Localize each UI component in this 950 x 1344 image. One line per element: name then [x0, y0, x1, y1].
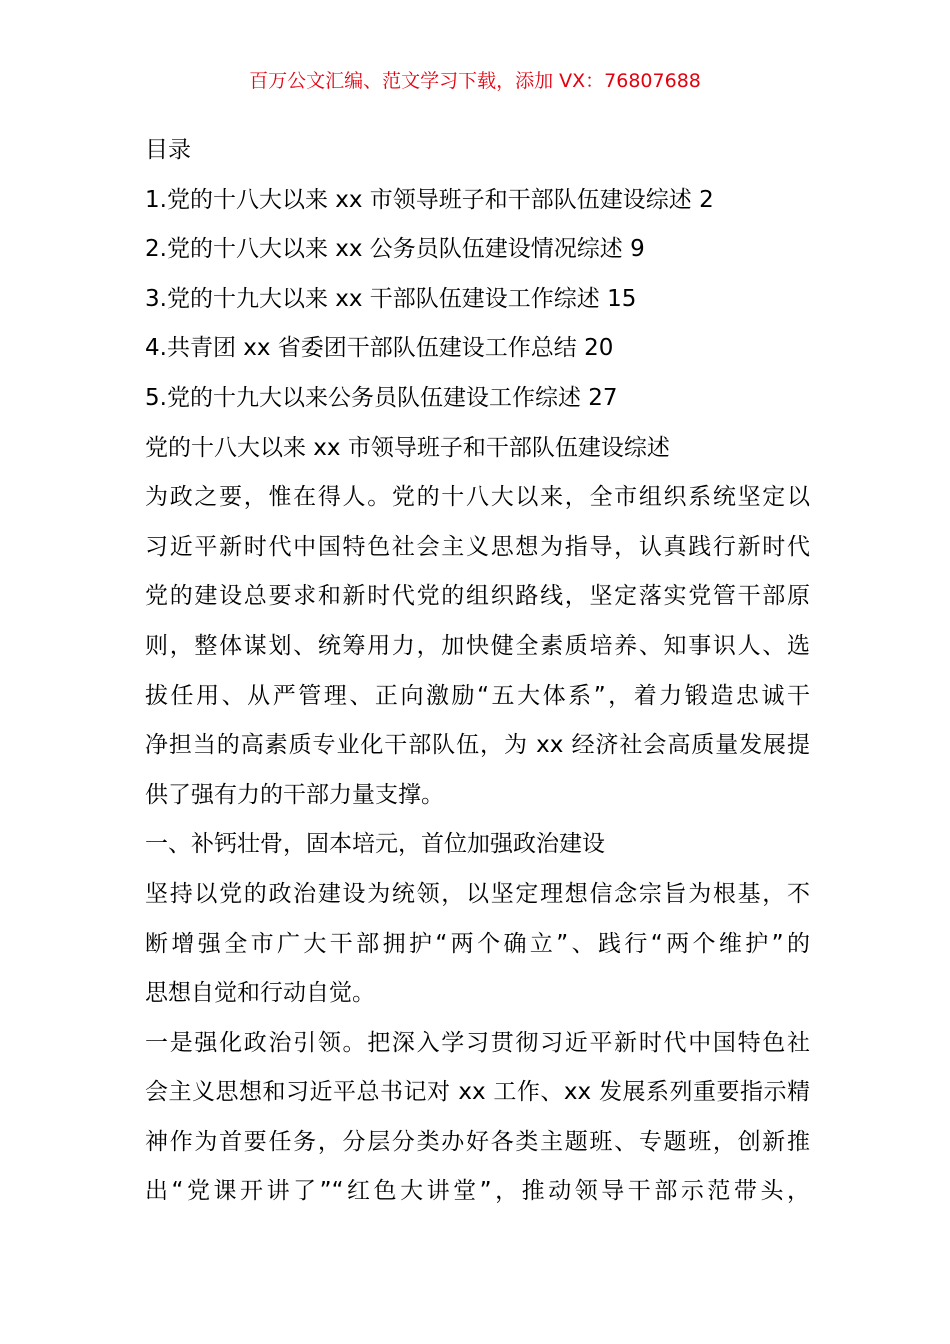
paragraph-line: 出“党课开讲了”“红色大讲堂”，推动领导干部示范带头，	[145, 1178, 810, 1205]
paragraph-line: 党的建设总要求和新时代党的组织路线，坚定落实党管干部原	[145, 583, 810, 610]
toc-item[interactable]: 3.党的十九大以来 xx 干部队伍建设工作综述 15	[145, 285, 637, 312]
toc-item[interactable]: 5.党的十九大以来公务员队伍建设工作综述 27	[145, 384, 618, 411]
paragraph-line: 则，整体谋划、统筹用力，加快健全素质培养、知事识人、选	[145, 632, 810, 659]
section-heading: 一、补钙壮骨，固本培元，首位加强政治建设	[145, 831, 605, 858]
paragraph-line: 会主义思想和习近平总书记对 xx 工作、xx 发展系列重要指示精	[145, 1079, 810, 1106]
point-paragraph	[145, 1019, 810, 1217]
paragraph-line: 坚持以党的政治建设为统领，以坚定理想信念宗旨为根基，不	[145, 880, 810, 907]
paragraph-line: 思想自觉和行动自觉。	[145, 980, 375, 1007]
paragraph-line: 习近平新时代中国特色社会主义思想为指导，认真践行新时代	[145, 533, 810, 560]
toc-item[interactable]: 2.党的十八大以来 xx 公务员队伍建设情况综述 9	[145, 236, 645, 263]
article-title: 党的十八大以来 xx 市领导班子和干部队伍建设综述	[145, 434, 670, 461]
toc-item[interactable]: 4.共青团 xx 省委团干部队伍建设工作总结 20	[145, 335, 614, 362]
document-body	[145, 126, 810, 1217]
toc-item[interactable]: 1.党的十八大以来 xx 市领导班子和干部队伍建设综述 2	[145, 186, 714, 213]
paragraph-line: 断增强全市广大干部拥护“两个确立”、践行“两个维护”的	[145, 930, 810, 957]
toc-title: 目录	[145, 137, 191, 163]
paragraph-line: 神作为首要任务，分层分类办好各类主题班、专题班，创新推	[145, 1128, 810, 1155]
watermark-header: 百万公文汇编、范文学习下载，添加 VX：76807688	[249, 70, 701, 92]
paragraph-line: 净担当的高素质专业化干部队伍，为 xx 经济社会高质量发展提	[145, 732, 810, 759]
paragraph-line: 一是强化政治引领。把深入学习贯彻习近平新时代中国特色社	[145, 1029, 810, 1056]
intro-paragraph	[145, 473, 810, 820]
paragraph-line: 供了强有力的干部力量支撑。	[145, 781, 444, 808]
paragraph-line: 为政之要，惟在得人。党的十八大以来，全市组织系统坚定以	[145, 484, 810, 511]
paragraph-line: 拔任用、从严管理、正向激励“五大体系”，着力锻造忠诚干	[145, 682, 810, 709]
section-paragraph	[145, 870, 810, 1019]
